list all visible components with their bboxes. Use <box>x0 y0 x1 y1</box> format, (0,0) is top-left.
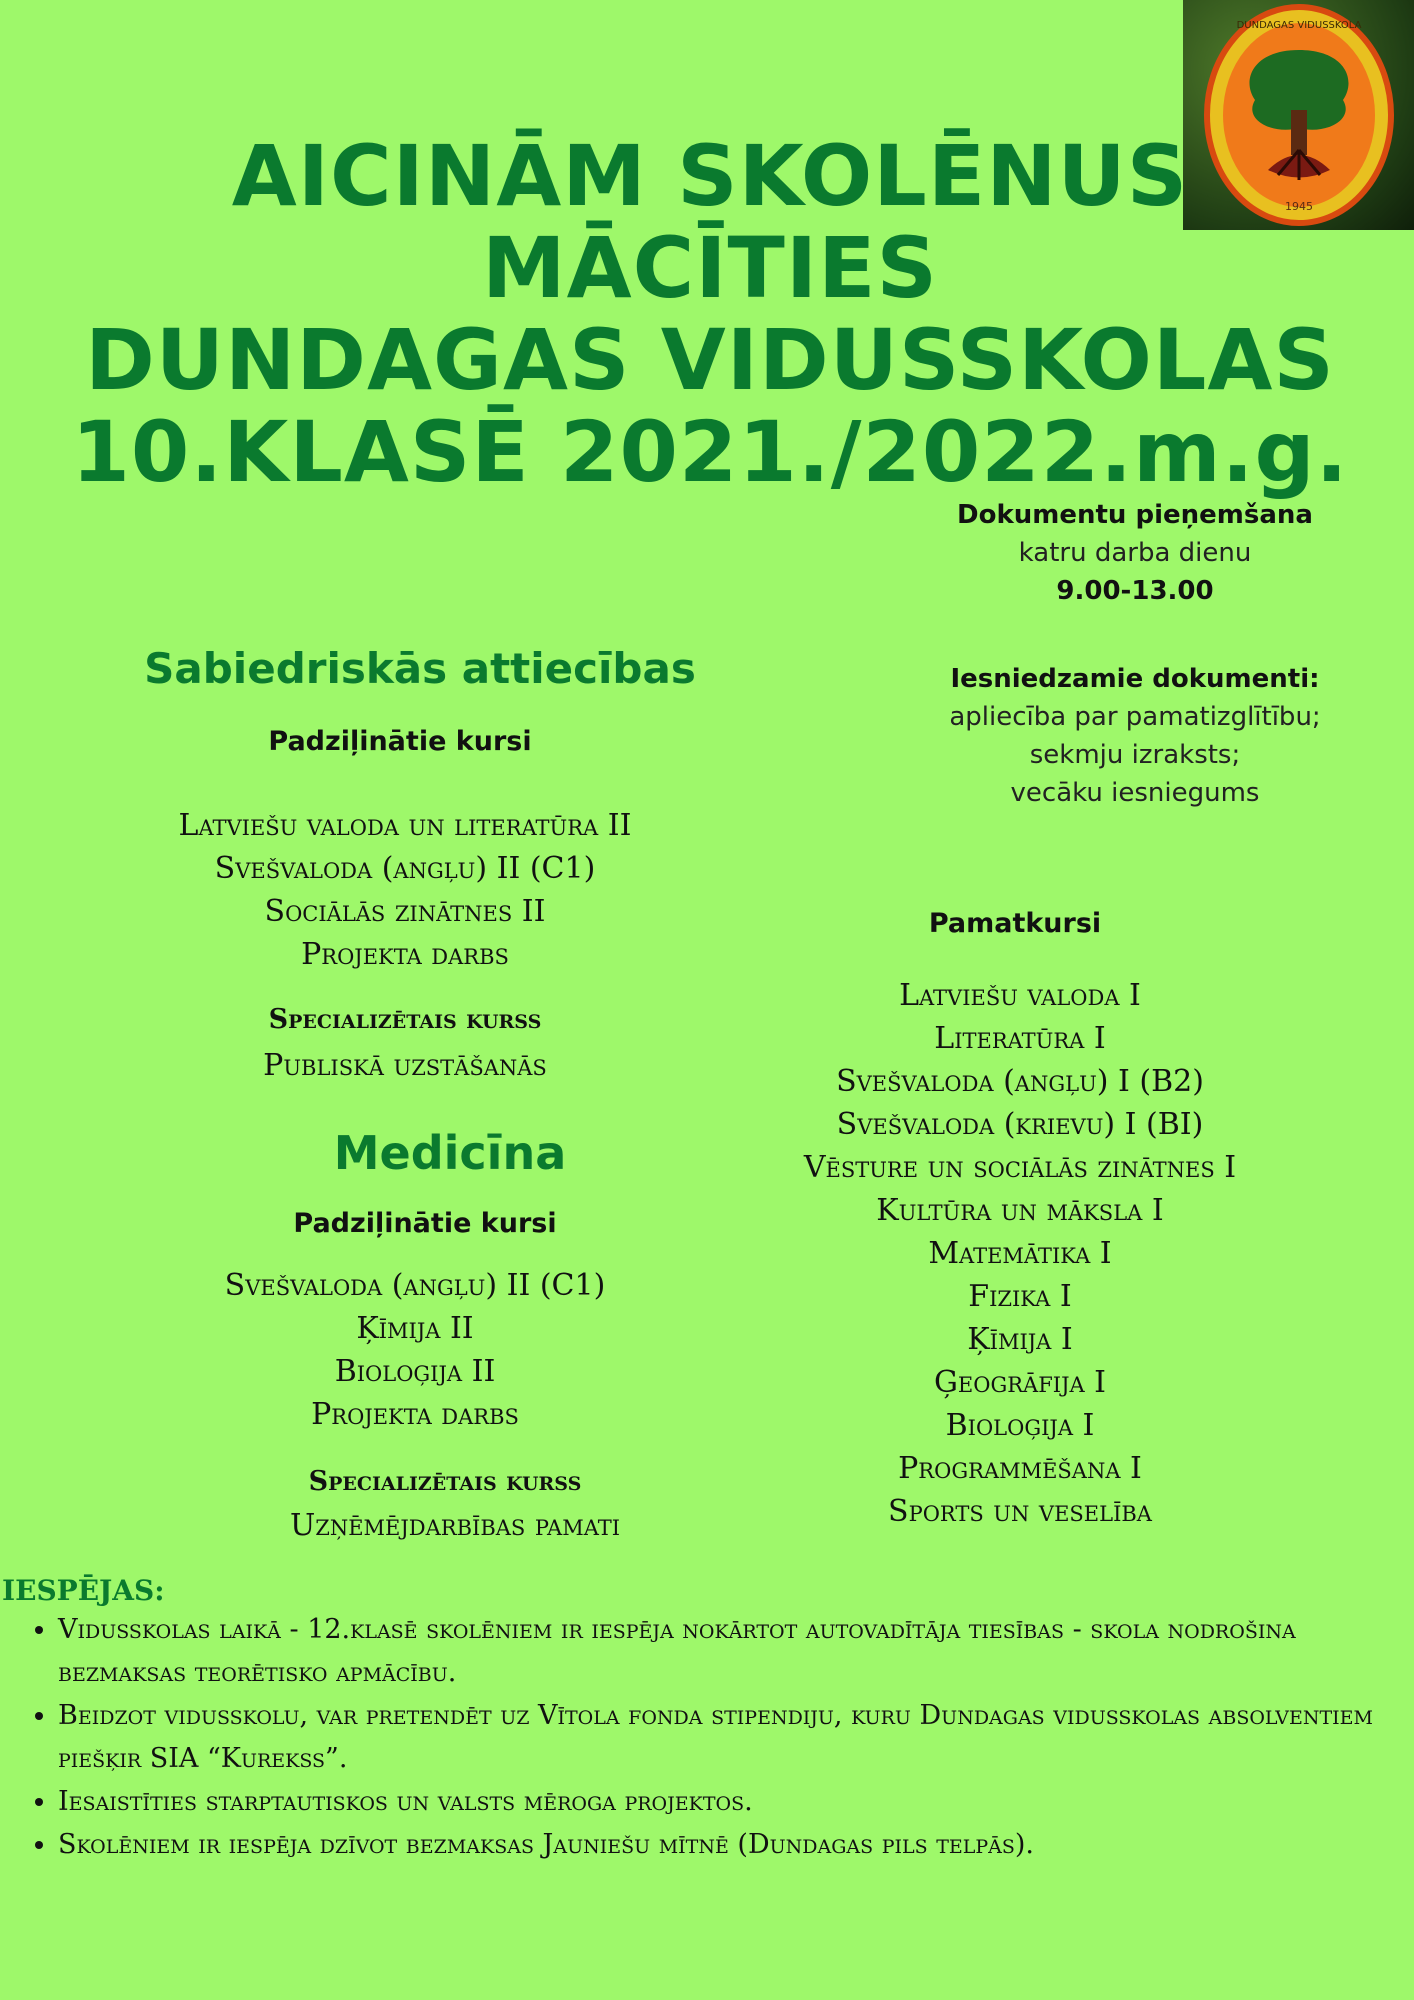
list-item: • Iesaistīties starptautiskos un valsts mēroga projektos. <box>58 1780 1414 1823</box>
title-line-2: MĀCĪTIES <box>482 219 938 317</box>
course-item: Literatūra I <box>934 1021 1106 1056</box>
basic-courses-list <box>760 974 1280 1533</box>
course-item: Sports un veselība <box>888 1494 1152 1529</box>
course-item: Svešvaloda (angļu) II (C1) <box>224 1268 606 1303</box>
opportunities-list <box>20 1608 1414 1866</box>
document-item: vecāku iesniegums <box>1010 778 1260 808</box>
opportunities-heading: IESPĒJAS: <box>2 1574 165 1607</box>
documents-info <box>940 660 1330 812</box>
course-item: Svešvaloda (krievu) I (BI) <box>836 1107 1204 1142</box>
acceptance-heading: Dokumentu pieņemšana <box>957 500 1313 530</box>
course-item: Ķīmija I <box>967 1322 1073 1357</box>
course-item: Matemātika I <box>928 1236 1112 1271</box>
logo-text: DUNDAGAS VIDUSSKOLA <box>1236 20 1362 31</box>
section-heading-medicine: Medicīna <box>333 1126 567 1180</box>
course-item: Projekta darbs <box>311 1397 519 1432</box>
title-line-1: AICINĀM SKOLĒNUS <box>231 127 1189 225</box>
documents-heading: Iesniedzamie dokumenti: <box>950 664 1320 694</box>
course-item: Fizika I <box>968 1279 1072 1314</box>
list-item: • Skolēniem ir iespēja dzīvot bezmaksas Jauniešu mītnē (Dundagas pils telpās). <box>58 1823 1414 1866</box>
course-item: Sociālās zinātnes II <box>264 894 546 929</box>
course-item: Programmēšana I <box>898 1451 1142 1486</box>
logo-year: 1945 <box>1285 200 1313 213</box>
page-title <box>60 127 1360 501</box>
medicine-specialized-heading: Specializētais kurss <box>308 1466 582 1497</box>
social-specialized-heading: Specializētais kurss <box>268 1004 542 1035</box>
course-item: Bioloģija II <box>334 1354 496 1389</box>
acceptance-days: katru darba dienu <box>1018 538 1252 568</box>
title-line-4: 10.KLASĒ 2021./2022.m.g. <box>71 403 1349 501</box>
course-item: Ķīmija II <box>356 1311 474 1346</box>
medicine-advanced-list <box>80 1264 750 1436</box>
social-specialized-course: Publiskā uzstāšanās <box>263 1048 547 1083</box>
course-item: Latviešu valoda un literatūra II <box>178 808 632 843</box>
course-item: Latviešu valoda I <box>899 978 1141 1013</box>
basic-courses-heading: Pamatkursi <box>928 908 1102 939</box>
course-item: Ģeogrāfija I <box>933 1365 1107 1400</box>
course-item: Svešvaloda (angļu) I (B2) <box>836 1064 1204 1099</box>
section-heading-social: Sabiedriskās attiecības <box>144 644 696 693</box>
course-item: Bioloģija I <box>945 1408 1095 1443</box>
course-item: Kultūra un māksla I <box>876 1193 1164 1228</box>
social-advanced-heading: Padziļinātie kursi <box>268 726 532 757</box>
medicine-specialized-course: Uzņēmējdarbības pamati <box>289 1508 621 1543</box>
course-item: Projekta darbs <box>301 937 509 972</box>
document-item: apliecība par pamatizglītību; <box>949 702 1321 732</box>
medicine-advanced-heading: Padziļinātie kursi <box>293 1208 557 1239</box>
social-advanced-list <box>60 804 750 976</box>
list-item: • Vidusskolas laikā - 12.klasē skolēniem ir iespēja nokārtot autovadītāja tiesības - skola nodrošina bezmaksas teorētisko apmācību. <box>58 1608 1414 1694</box>
acceptance-hours: 9.00-13.00 <box>1056 576 1214 606</box>
acceptance-info <box>940 496 1330 610</box>
document-item: sekmju izraksts; <box>1029 740 1241 770</box>
course-item: Vēsture un sociālās zinātnes I <box>803 1150 1237 1185</box>
title-line-3: DUNDAGAS VIDUSSKOLAS <box>85 311 1335 409</box>
course-item: Svešvaloda (angļu) II (C1) <box>214 851 596 886</box>
list-item: • Beidzot vidusskolu, var pretendēt uz Vītola fonda stipendiju, kuru Dundagas vidusskolas absolventiem piešķir SIA “Kurekss”. <box>58 1694 1414 1780</box>
